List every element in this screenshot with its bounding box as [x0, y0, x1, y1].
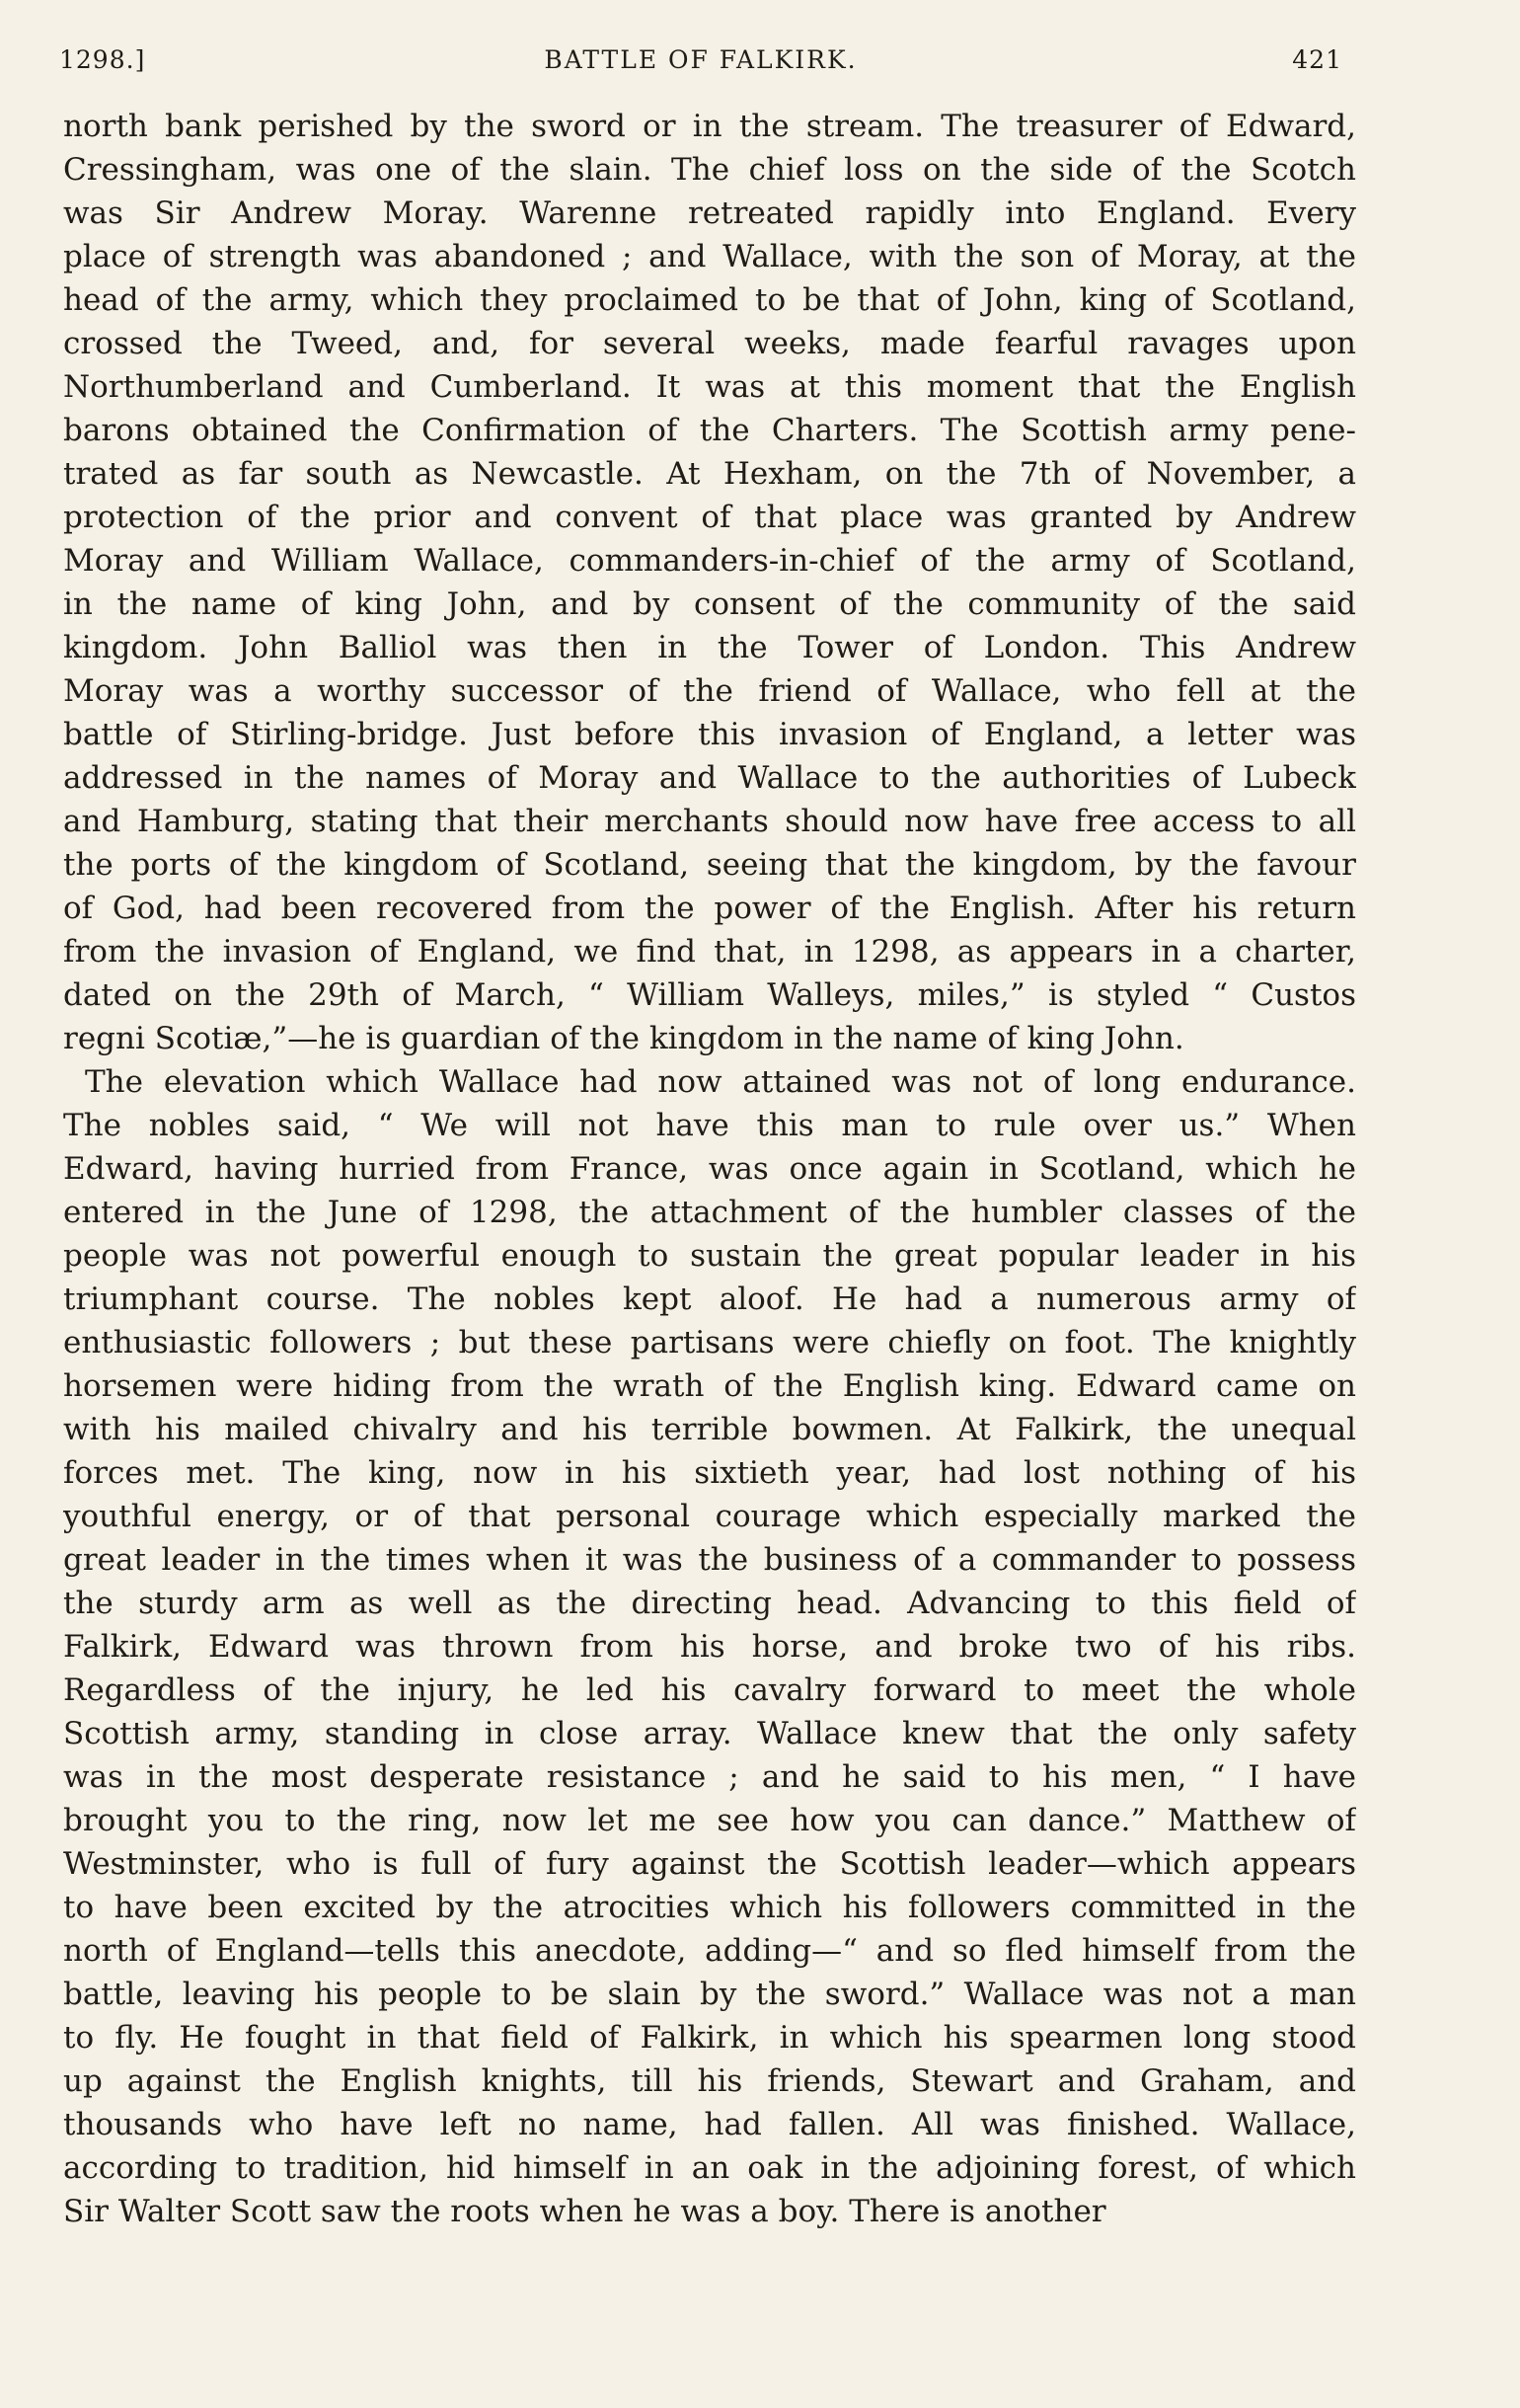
- text-line: Northumberland and Cumberland. It was at this moment that the English: [63, 369, 1356, 405]
- text-line: was in the most desperate resistance ; and he said to his men, “ I have: [63, 1759, 1356, 1795]
- text-line: barons obtained the Confirmation of the Charters. The Scottish army pene-: [63, 413, 1356, 448]
- text-line: up against the English knights, till his friends, Stewart and Graham, and: [63, 2063, 1356, 2099]
- body-text: [63, 105, 1356, 2233]
- text-line: according to tradition, hid himself in an oak in the adjoining forest, of which: [63, 2150, 1356, 2186]
- text-line: in the name of king John, and by consent of the community of the said: [63, 586, 1356, 622]
- text-line: forces met. The king, now in his sixtieth year, had lost nothing of his: [63, 1455, 1356, 1491]
- running-head: [59, 45, 1342, 89]
- text-line: protection of the prior and convent of that place was granted by Andrew: [63, 500, 1356, 535]
- text-line: the sturdy arm as well as the directing head. Advancing to this field of: [63, 1586, 1356, 1621]
- text-line: Moray was a worthy successor of the friend of Wallace, who fell at the: [63, 673, 1356, 709]
- text-line: battle of Stirling-bridge. Just before this invasion of England, a letter was: [63, 717, 1356, 752]
- text-line: trated as far south as Newcastle. At Hexham, on the 7th of November, a: [63, 456, 1356, 492]
- text-line: entered in the June of 1298, the attachment of the humbler classes of the: [63, 1195, 1356, 1230]
- text-line: dated on the 29th of March, “ William Walleys, miles,” is styled “ Custos: [63, 977, 1356, 1013]
- text-line: people was not powerful enough to sustain the great popular leader in his: [63, 1238, 1356, 1274]
- text-line: The nobles said, “ We will not have this man to rule over us.” When: [63, 1108, 1356, 1143]
- text-line: enthusiastic followers ; but these partisans were chiefly on foot. The knightly: [63, 1325, 1356, 1360]
- text-line: north of England—tells this anecdote, adding—“ and so fled himself from the: [63, 1933, 1356, 1969]
- header-title: BATTLE OF FALKIRK.: [544, 45, 858, 74]
- text-line: Edward, having hurried from France, was once again in Scotland, which he: [63, 1151, 1356, 1187]
- header-year: 1298.]: [59, 45, 146, 74]
- header-page-number: 421: [1292, 45, 1342, 74]
- text-line: brought you to the ring, now let me see how you can dance.” Matthew of: [63, 1803, 1356, 1838]
- text-line: head of the army, which they proclaimed to be that of John, king of Scotland,: [63, 282, 1356, 318]
- text-line: Sir Walter Scott saw the roots when he was a boy. There is another: [63, 2194, 1106, 2229]
- text-line: and Hamburg, stating that their merchants should now have free access to all: [63, 804, 1356, 839]
- text-line: the ports of the kingdom of Scotland, seeing that the kingdom, by the favour: [63, 847, 1356, 883]
- text-line: with his mailed chivalry and his terrible bowmen. At Falkirk, the unequal: [63, 1412, 1356, 1447]
- text-line: from the invasion of England, we find that, in 1298, as appears in a charter,: [63, 934, 1356, 970]
- text-line: Scottish army, standing in close array. Wallace knew that the only safety: [63, 1716, 1356, 1751]
- text-line: Moray and William Wallace, commanders-in-chief of the army of Scotland,: [63, 543, 1356, 579]
- text-line: horsemen were hiding from the wrath of the English king. Edward came on: [63, 1368, 1356, 1404]
- text-line: triumphant course. The nobles kept aloof. He had a numerous army of: [63, 1282, 1356, 1317]
- text-line: great leader in the times when it was the business of a commander to possess: [63, 1542, 1356, 1578]
- text-line: The elevation which Wallace had now attained was not of long endurance.: [85, 1064, 1356, 1100]
- text-line: Cressingham, was one of the slain. The chief loss on the side of the Scotch: [63, 152, 1356, 188]
- text-line: to have been excited by the atrocities which his followers committed in the: [63, 1890, 1356, 1925]
- text-line: place of strength was abandoned ; and Wallace, with the son of Moray, at the: [63, 239, 1356, 274]
- text-line: kingdom. John Balliol was then in the Tower of London. This Andrew: [63, 630, 1356, 665]
- text-line: was Sir Andrew Moray. Warenne retreated rapidly into England. Every: [63, 195, 1356, 231]
- text-line: regni Scotiæ,”—he is guardian of the kingdom in the name of king John.: [63, 1021, 1184, 1056]
- text-line: Falkirk, Edward was thrown from his horse, and broke two of his ribs.: [63, 1629, 1356, 1665]
- text-line: north bank perished by the sword or in the stream. The treasurer of Edward,: [63, 109, 1356, 144]
- text-line: Regardless of the injury, he led his cavalry forward to meet the whole: [63, 1672, 1356, 1708]
- text-line: battle, leaving his people to be slain by the sword.” Wallace was not a man: [63, 1977, 1356, 2012]
- text-line: thousands who have left no name, had fallen. All was finished. Wallace,: [63, 2107, 1356, 2142]
- text-line: Westminster, who is full of fury against the Scottish leader—which appears: [63, 1846, 1356, 1882]
- text-line: to fly. He fought in that field of Falkirk, in which his spearmen long stood: [63, 2020, 1356, 2056]
- text-line: youthful energy, or of that personal courage which especially marked the: [63, 1499, 1356, 1534]
- text-line: of God, had been recovered from the power of the English. After his return: [63, 891, 1356, 926]
- text-line: crossed the Tweed, and, for several weeks, made fearful ravages upon: [63, 326, 1356, 361]
- text-line: addressed in the names of Moray and Wallace to the authorities of Lubeck: [63, 760, 1356, 796]
